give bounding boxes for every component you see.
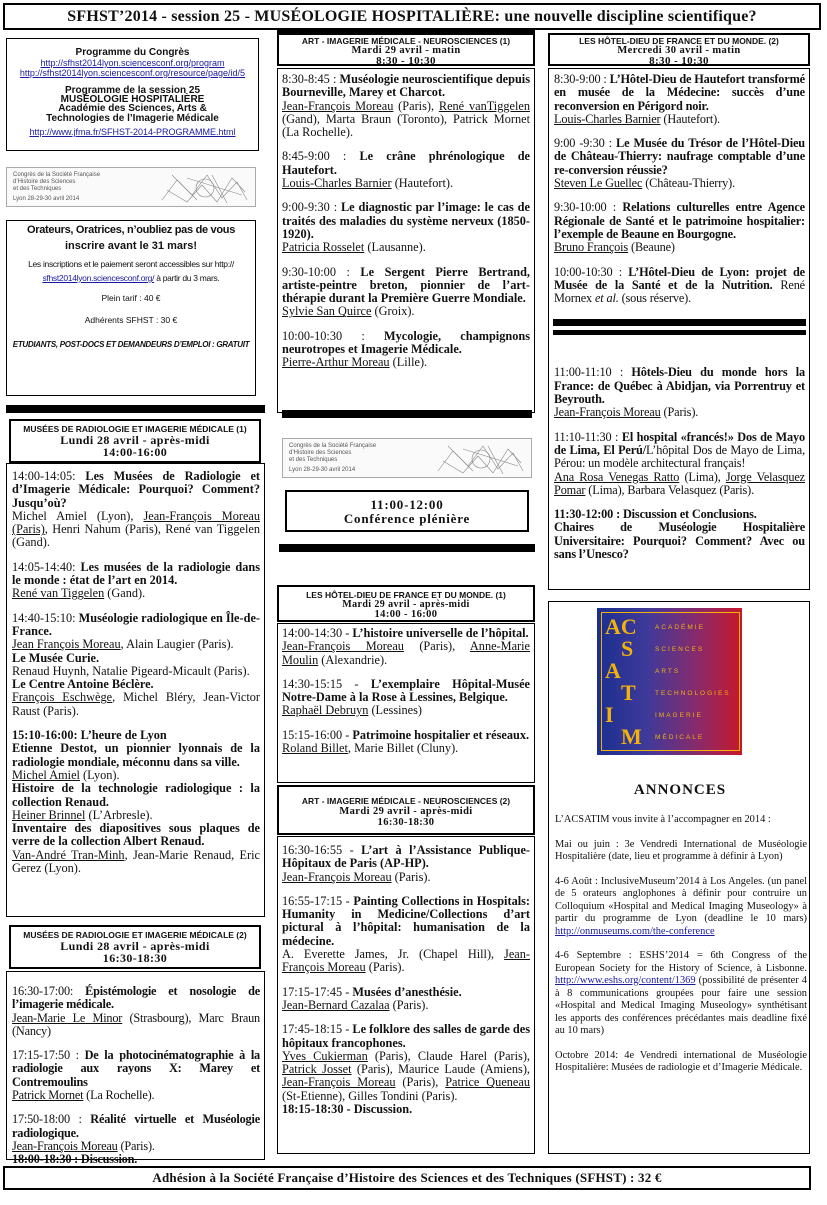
programme-box xyxy=(6,38,259,151)
talk-title: Le Musée du Trésor de l’Hôtel-Dieu de Château-Thierry: naufrage comptable d’une re-conversion réussie? xyxy=(554,136,805,177)
pleniere-box xyxy=(285,490,529,532)
talk-speaker: François Eschwège xyxy=(12,690,113,705)
talk-time: 8:30-8:45 : xyxy=(282,72,340,86)
talk-speaker: Jean-Marie Le Minor xyxy=(12,1010,123,1025)
session-header xyxy=(9,419,261,463)
talk-authors: (Beaune) xyxy=(628,240,675,255)
talk-speaker: Louis-Charles Barnier xyxy=(554,111,661,126)
talk-title: L’exemplaire Hôpital-Musée Notre-Dame à la Rose à Lessines, Belgique. xyxy=(282,676,530,705)
session-time: 8:30 - 10:30 xyxy=(376,55,436,67)
talk-speaker: Patrick Mornet xyxy=(12,1088,84,1103)
annonce-text: 4-6 Août : InclusiveMuseum’2014 à Los Angeles. (un panel de 5 orateurs anglophones à définir pour contruire un Colloquium «Hospital and Medical Imaging Museology» à partir du programme de Lyon (deadline le 10 mars) xyxy=(555,875,807,924)
talk-time: 17:50-18:00 : xyxy=(12,1112,91,1127)
talk-item xyxy=(282,678,530,718)
session-theme: LES HÔTEL-DIEU DE FRANCE ET DU MONDE. (2) xyxy=(579,36,779,46)
talk-authors: (Paris), xyxy=(403,639,470,654)
talk-time: 9:00 -9:30 : xyxy=(554,136,617,151)
talk-title: L’Hôtel-Dieu de Hautefort transformé en musée de la Médecine: succès d’une reconversion en Périgord noir. xyxy=(554,72,805,113)
inscription-link[interactable]: sfhst2014lyon.sciencesconf.org/ xyxy=(42,273,155,283)
talk-time: 10:00-10:30 : xyxy=(282,328,385,343)
annonce-item: Octobre 2014: 4e Vendredi international de Muséologie Hospitalière: Musées de radiologie et d’Imagerie Médicale. xyxy=(555,1049,807,1073)
talk-speaker: Yves Cukierman xyxy=(282,1048,368,1063)
talk-item xyxy=(554,266,805,306)
session-date: Lundi 28 avril - après-midi xyxy=(60,939,210,953)
talk-time: 11:00-11:10 : xyxy=(554,365,632,380)
talk-authors: (Lausanne). xyxy=(364,240,426,255)
logo-sketch-graphic xyxy=(157,170,252,206)
session-header xyxy=(9,925,261,969)
talk-authors: (Lessines) xyxy=(368,703,423,718)
session-date: Mardi 29 avril - après-midi xyxy=(342,599,470,610)
programme-link[interactable]: http://sfhst2014lyon.sciencesconf.org/program xyxy=(40,58,225,68)
talk-item xyxy=(282,895,530,975)
talk-authors: , Jean-Marie Renaud, Eric Gerez (Lyon). xyxy=(12,847,260,876)
talk-title: Muséologie neuroscientifique depuis Bourneville, Marey et Charcot. xyxy=(282,72,530,100)
talk-speaker: Jean-François Moreau xyxy=(282,869,392,884)
logo-small-word: TECHNOLOGIES xyxy=(655,690,731,697)
talk-item xyxy=(282,844,530,884)
session-header xyxy=(548,33,810,66)
talk-speaker: Jorge Velasquez Pomar xyxy=(554,469,805,497)
logo-row xyxy=(603,682,738,704)
logo-line: d’Histoire des Sciences xyxy=(289,450,352,456)
session-theme: MUSÉES DE RADIOLOGIE ET IMAGERIE MÉDICALE (1) xyxy=(23,424,247,434)
annonce-item xyxy=(555,950,807,1038)
session-date: Mardi 29 avril - après-midi xyxy=(339,806,473,817)
session-program xyxy=(277,68,535,413)
talk-speaker: Jean-François Moreau xyxy=(282,1075,396,1090)
talk-authors: (Lima), Barbara Velasquez (Paris). xyxy=(585,482,755,497)
talk-item xyxy=(12,561,260,601)
session-time: 16:30-18:30 xyxy=(102,951,168,965)
session-subtitle: MUSÉOLOGIE HOSPITALIÈRE xyxy=(60,94,205,105)
talk-speaker: Bruno François xyxy=(554,240,629,255)
talk-speaker: Pierre-Arthur Moreau xyxy=(282,355,390,370)
talk-authors: (Groix). xyxy=(371,304,415,319)
talk-title: Les musées de la radiologie dans le monde : état de l’art en 2014. xyxy=(12,559,260,588)
logo-line: d’Histoire des Sciences xyxy=(13,179,76,185)
talk-item xyxy=(554,431,805,497)
divider xyxy=(282,410,532,418)
discussion: 18:00-18:30 : Discussion. xyxy=(12,1152,138,1167)
inscription-line: Les inscriptions et le paiement seront accessibles sur http:// xyxy=(28,259,234,269)
talk-title: Les Musées de Radiologie et d’Imagerie Médicale: Pourquoi? Comment? Jusqu’où? xyxy=(12,469,260,510)
talk-time: 14:30-15:15 - xyxy=(282,676,371,691)
talk-speaker: Patrice Queneau xyxy=(445,1075,530,1090)
talk-speaker: Heiner Brinnel xyxy=(12,807,86,822)
talk-time: 16:30-16:55 - xyxy=(282,843,362,857)
talk-title: Inventaire des diapositives sous plaques de verre de la collection Albert Renaud. xyxy=(12,821,260,849)
talk-speaker: Jean-François Moreau xyxy=(12,1138,118,1153)
logo-small-word: ACADÉMIE xyxy=(655,624,705,631)
talk-time: 9:00-9:30 : xyxy=(282,200,341,215)
talk-speaker: Steven Le Guellec xyxy=(554,176,643,191)
talk-title: Painting Collections in Hospitals: Humanity in Medicine/Collections d’art pictural à l’hôpital: humanisation de la médecine. xyxy=(282,893,531,948)
talk-authors: (Hautefort). xyxy=(391,176,454,191)
session-program xyxy=(277,623,535,783)
talk-authors: et al. xyxy=(594,291,619,306)
logo-big-letter: I xyxy=(605,702,614,727)
adherents-tarif: Adhérents SFHST : 30 € xyxy=(84,315,178,325)
talk-title: Le folklore des salles de garde des hôpitaux francophones. xyxy=(282,1022,530,1050)
talk-authors: (Alexandrie). xyxy=(318,652,388,667)
talk-title: L’art à l’Assistance Publique-Hôpitaux de Paris (AP-HP). xyxy=(282,843,531,871)
session-theme: LES HÔTEL-DIEU DE FRANCE ET DU MONDE. (1) xyxy=(306,590,506,600)
talk-time: 11:30-12:00 : xyxy=(554,507,623,522)
talk-title: Musées d’anesthésie. xyxy=(352,984,462,999)
talk-speaker: Sylvie San Quirce xyxy=(282,304,372,319)
talk-speaker: Jean-François Moreau xyxy=(282,947,530,975)
talk-title: Relations culturelles entre Agence Régionale de Santé et le patrimoine hospitalier: l’exemple de Beaune en Bourgogne. xyxy=(554,200,805,241)
talk-item xyxy=(282,201,530,254)
talk-speaker: Jean François Moreau xyxy=(12,637,121,652)
talk-item xyxy=(12,1113,260,1153)
session-theme: ART - IMAGERIE MÉDICALE - NEUROSCIENCES (1) xyxy=(301,36,511,46)
talk-time: 14:00-14:05: xyxy=(12,469,86,483)
onmuseums-link[interactable]: http://onmuseums.com/the-conference xyxy=(555,925,715,937)
talk-item xyxy=(282,627,530,667)
talk-authors: (L’Arbresle). xyxy=(85,807,153,822)
talk-title: Muséologie radiologique en Île-de-France. xyxy=(12,610,261,638)
talk-title: Discussion et Conclusions. xyxy=(622,507,757,522)
talk-item xyxy=(12,612,260,652)
talk-title-translation: L’hôpital Dos de Mayo de Lima, Pérou: un modèle architectural français! xyxy=(554,442,806,471)
talk-title: Le Sergent Pierre Bertrand, artiste-peintre breton, pionnier de l’art-thérapie durant la Première Guerre Mondiale. xyxy=(282,264,530,306)
talk-item xyxy=(554,366,805,419)
annonce-text: 4-6 Septembre : ESHS’2014 = 6th Congress of the European Society for the History of Science, à Lisbonne. xyxy=(555,950,807,974)
talk-time: 16:30-17:00: xyxy=(12,984,86,998)
talk-time: 15:15-16:00 - xyxy=(282,727,353,742)
talk-time: 14:00-14:30 - xyxy=(282,626,353,640)
logo-line: et des Techniques xyxy=(289,457,338,463)
talk-time: 8:30-9:00 : xyxy=(554,72,610,86)
talk-item xyxy=(282,1023,530,1103)
talk-title: Le crâne phrénologique de Hautefort. xyxy=(282,149,531,177)
talk-item xyxy=(282,330,530,370)
talk-authors: (Paris), Maurice Laude (Amiens), xyxy=(351,1062,530,1077)
talk-item xyxy=(554,201,805,254)
logo-small-word: SCIENCES xyxy=(655,646,705,653)
session-date: Lundi 28 avril - après-midi xyxy=(60,433,210,447)
talk-time: 17:15-17:50 : xyxy=(12,1048,85,1063)
academy-line2: Technologies de l’Imagerie Médicale xyxy=(46,113,219,124)
academy-line1: Académie des Sciences, Arts & xyxy=(58,103,207,114)
session-theme: ART - IMAGERIE MÉDICALE - NEUROSCIENCES (2) xyxy=(301,796,511,806)
annonces-title: ANNONCES xyxy=(633,782,727,798)
talk-speaker: Jean-François Moreau xyxy=(282,98,394,113)
talk-authors: (Paris). xyxy=(365,960,405,975)
footer-adhesion: Adhésion à la Société Française d’Histoire des Sciences et des Techniques (SFHST) : 32 € xyxy=(3,1166,811,1190)
talk-item xyxy=(554,508,805,561)
talk-speaker: Louis-Charles Barnier xyxy=(282,176,392,191)
talk-title: El hospital «francés!» Dos de Mayo de Lima, El Perú/ xyxy=(554,429,806,457)
logo-small-word: ARTS xyxy=(655,668,681,675)
eshs-link[interactable]: http://www.eshs.org/content/1369 xyxy=(555,975,696,986)
logo-row xyxy=(603,660,738,682)
talk-title: Mycologie, champignons neurotropes et Imagerie Médicale. xyxy=(282,328,530,357)
logo-big-letter: S xyxy=(621,636,634,661)
annonces-text xyxy=(555,814,807,1075)
talk-authors: Michel Amiel (Lyon), xyxy=(12,508,144,523)
page-title: SFHST’2014 - session 25 - MUSÉOLOGIE HOSPITALIÈRE: une nouvelle discipline scientifique? xyxy=(3,3,821,30)
talk-title: Etienne Destot, un pionnier lyonnais de la radiologie mondiale, méconnu dans sa ville. xyxy=(12,741,260,769)
session-program xyxy=(548,68,810,590)
talk-speaker: René vanTiggelen xyxy=(438,98,530,113)
talk-item xyxy=(282,986,530,1013)
session-header xyxy=(277,785,535,835)
talk-time: 10:00-10:30 : xyxy=(554,264,629,279)
logo-line: Lyon 28-29-30 avril 2014 xyxy=(13,196,80,202)
annonces-intro: L’ACSATIM vous invite à l’accompagner en 2014 : xyxy=(555,814,771,825)
talk-title: Histoire de la technologie radiologique : la collection Renaud. xyxy=(12,781,260,809)
jfma-link[interactable]: http://www.jfma.fr/SFHST-2014-PROGRAMME.html xyxy=(29,127,236,137)
session-program xyxy=(277,836,535,1154)
talk-authors: , Alain Laugier (Paris). xyxy=(120,637,234,652)
talk-speaker: Roland Billet xyxy=(282,741,348,756)
talk-speaker: Ana Rosa Venegas Ratto xyxy=(554,469,680,484)
talk-authors: (Paris). xyxy=(389,997,429,1012)
session-time: 14:00-16:00 xyxy=(102,445,168,459)
session-date: Mardi 29 avril - matin xyxy=(351,45,461,56)
talk-authors: Renaud Huynh, Natalie Pigeard-Micault (Paris). xyxy=(12,663,250,678)
talk-authors: (Paris), xyxy=(393,98,439,113)
talk-speaker: Patricia Rosselet xyxy=(282,240,365,255)
talk-item xyxy=(12,470,260,550)
logo-row xyxy=(603,726,738,748)
talk-speaker: Jean-François Moreau (Paris) xyxy=(12,508,261,537)
talk-item xyxy=(12,1049,260,1102)
talk-speaker: Raphaël Debruyn xyxy=(282,703,369,718)
talk-authors: , Henri Nahum (Paris), René van Tiggelen (Gand). xyxy=(12,522,260,550)
talk-title: L’histoire universelle de l’hôpital. xyxy=(352,626,529,640)
logo-line: Congrès de la Société Française xyxy=(13,172,101,178)
pleniere-time: 11:00-12:00 xyxy=(370,497,444,512)
session-title: Programme de la session 25 xyxy=(64,85,201,96)
talk-title: Épistémologie et nosologie de l’imagerie médicale. xyxy=(12,984,260,1012)
talk-time: 11:10-11:30 : xyxy=(554,429,622,444)
session-program xyxy=(6,463,265,917)
session-header xyxy=(277,585,535,622)
talk-time: 9:30-10:00 : xyxy=(554,200,623,215)
session-program xyxy=(6,971,265,1167)
plein-tarif: Plein tarif : 40 € xyxy=(101,293,161,303)
talk-item xyxy=(12,652,260,665)
logo-small-word: IMAGERIE xyxy=(655,712,703,719)
orateurs-box xyxy=(6,220,256,396)
session-date: Mercredi 30 avril - matin xyxy=(617,45,741,56)
divider xyxy=(553,319,806,326)
divider xyxy=(553,330,806,335)
congress-logo xyxy=(282,438,532,478)
talk-authors: (Lima), xyxy=(679,469,726,484)
talk-title: De la photocinématographie à la radiologie aux rayons X: Marey et Contremoulins xyxy=(12,1048,260,1089)
pleniere-label: Conférence plénière xyxy=(343,511,471,526)
talk-authors: (Gand), Marta Braun (Toronto), Patrick Mornet (La Rochelle). xyxy=(282,111,530,140)
logo-small-word: MÉDICALE xyxy=(655,734,705,741)
session-theme: MUSÉES DE RADIOLOGIE ET IMAGERIE MÉDICALE (2) xyxy=(23,930,247,940)
talk-title: 15:10-16:00: L’heure de Lyon xyxy=(12,728,167,743)
talk-time: 8:45-9:00 : xyxy=(282,149,360,164)
talk-item xyxy=(554,137,805,190)
talk-authors: (Lille). xyxy=(389,355,428,370)
talk-time: 9:30-10:00 : xyxy=(282,264,361,279)
talk-authors: (La Rochelle). xyxy=(83,1088,155,1103)
talk-time: 17:45-18:15 - xyxy=(282,1022,353,1037)
logo-row xyxy=(603,638,738,660)
talk-item xyxy=(282,73,530,139)
talk-authors: (Paris), Claude Harel (Paris), xyxy=(367,1048,530,1063)
orateurs-line2: inscrire avant le 31 mars! xyxy=(64,240,198,252)
logo-big-letter: T xyxy=(621,680,636,705)
logo-big-letter: A xyxy=(605,658,621,683)
session-time: 14:00 - 16:00 xyxy=(374,609,438,620)
talk-title: Le diagnostic par l’image: le cas de traités des maladies du système nerveux (1850-1920). xyxy=(282,200,530,241)
talk-speaker: Patrick Josset xyxy=(282,1062,352,1077)
logo-row xyxy=(603,704,738,726)
talk-speaker: Michel Amiel xyxy=(12,767,80,782)
talk-authors: A. Everette James, Jr. (Chapel Hill), xyxy=(282,947,505,962)
etudiants-gratuit: ETUDIANTS, POST-DOCS ET DEMANDEURS D’EMPLOI : GRATUIT xyxy=(12,340,250,349)
discussion: 18:15-18:30 - Discussion. xyxy=(282,1102,413,1117)
programme-title: Programme du Congrès xyxy=(75,47,190,58)
talk-title: Hôtels-Dieu du monde hors la France: de Québec à Abidjan, via Porrentruy et Beyrouth. xyxy=(554,365,805,407)
logo-row xyxy=(603,616,738,638)
talk-title: Réalité virtuelle et Muséologie radiologique. xyxy=(12,1112,260,1140)
resource-link[interactable]: http://sfhst2014lyon.sciencesconf.org/resource/page/id/5 xyxy=(19,68,246,78)
talk-authors: (Paris), xyxy=(395,1075,446,1090)
talk-item xyxy=(282,266,530,319)
talk-time: 14:40-15:10: xyxy=(12,610,79,625)
annonces-box xyxy=(548,601,810,1154)
talk-authors: (Lyon). xyxy=(79,767,120,782)
talk-title: L’Hôtel-Dieu de Lyon: projet de Musée de la Santé et de la Nutrition. xyxy=(554,264,805,292)
talk-speaker: Jean-François Moreau xyxy=(282,639,404,654)
session-time: 8:30 - 10:30 xyxy=(649,55,709,67)
annonce-item xyxy=(555,876,807,939)
talk-speaker: Jean-François Moreau xyxy=(554,405,661,420)
talk-authors: , Marie Billet (Cluny). xyxy=(347,741,459,756)
talk-authors: (Paris). xyxy=(117,1138,155,1153)
talk-authors: , Michel Bléry, Jean-Victor Raust (Paris). xyxy=(12,690,260,718)
talk-authors: (Paris). xyxy=(660,405,699,420)
talk-item xyxy=(282,729,530,756)
inscription-date: à partir du 3 mars. xyxy=(154,273,220,283)
session-time: 16:30-18:30 xyxy=(377,817,435,828)
talk-time: 17:15-17:45 - xyxy=(282,984,353,999)
talk-title: Chaires de Muséologie Hospitalière Universitaire: Pourquoi? Comment? Avec ou sans l’Unesco? xyxy=(554,520,805,562)
talk-authors: (Gand). xyxy=(104,586,146,601)
talk-authors: (St-Etienne), Gilles Tondini (Paris). xyxy=(282,1088,458,1103)
talk-authors: (Strasbourg), Marc Braun (Nancy) xyxy=(12,1010,260,1038)
logo-line: Congrès de la Société Française xyxy=(289,443,377,449)
talk-title: Le Musée Curie. xyxy=(12,650,100,665)
logo-sketch-graphic xyxy=(433,441,528,477)
logo-line: et des Techniques xyxy=(13,186,62,192)
logo-big-letter: AC xyxy=(605,614,637,639)
talk-title: Le Centre Antoine Béclère. xyxy=(12,677,154,692)
divider xyxy=(6,405,265,413)
acsatim-logo xyxy=(597,608,742,755)
talk-speaker: René van Tiggelen xyxy=(12,586,105,601)
talk-time: 14:05-14:40: xyxy=(12,559,81,574)
talk-title: Patrimoine hospitalier et réseaux. xyxy=(352,727,530,742)
annonce-text: (possibilité de présenter 4 à 8 communications groupées pour faire une session «Hospital and Medical Imaging Museology» synthétisant les apports des conférences précédantes mais deadline fixé au 10 mars) xyxy=(555,975,807,1036)
logo-big-letter: M xyxy=(621,724,642,749)
divider xyxy=(279,544,535,552)
talk-item xyxy=(12,985,260,1038)
talk-speaker: Jean-Bernard Cazalaa xyxy=(282,997,390,1012)
talk-item xyxy=(554,73,805,126)
talk-authors: (Château-Thierry). xyxy=(642,176,736,191)
talk-authors: René Mornex xyxy=(554,277,805,306)
talk-authors: (Hautefort). xyxy=(660,111,720,126)
talk-authors: (sous réserve). xyxy=(618,291,692,306)
talk-speaker: Van-André Tran-Minh xyxy=(12,847,125,862)
session-header xyxy=(277,33,535,66)
talk-item xyxy=(282,150,530,190)
talk-time: 16:55-17:15 - xyxy=(282,893,354,908)
talk-authors: (Paris). xyxy=(391,869,431,884)
annonce-item: Mai ou juin : 3e Vendredi International de Muséologie Hospitalière (date, lieu et programme à définir à Lyon) xyxy=(555,838,807,862)
talk-speaker: Anne-Marie Moulin xyxy=(282,639,531,667)
orateurs-line1: Orateurs, Oratrices, n’oubliez pas de vous xyxy=(26,224,236,236)
congress-logo xyxy=(6,167,256,207)
logo-line: Lyon 28-29-30 avril 2014 xyxy=(289,467,356,473)
